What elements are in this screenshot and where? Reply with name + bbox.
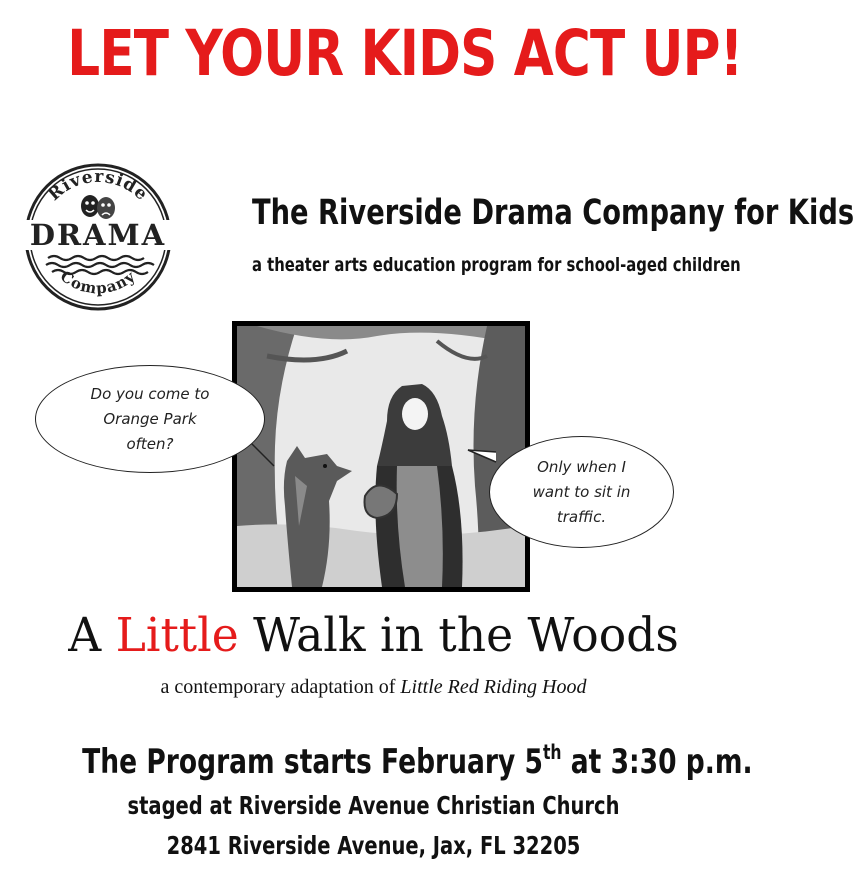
bubble-line: want to sit in [532,482,631,501]
starts-prefix: The Program starts February 5 [82,742,543,782]
organization-name: The Riverside Drama Company for Kids [251,193,854,233]
bubble-line: Do you come to [90,384,210,403]
adaptation-work: Little Red Riding Hood [400,676,587,698]
show-title-suffix: Walk in the Woods [238,608,679,663]
bubble-line: Only when I [537,457,626,476]
headline: LET YOUR KIDS ACT UP! [67,17,743,90]
show-title [11,608,736,663]
logo-middle-text: DRAMA [29,218,167,252]
speech-bubble-wolf [35,365,265,473]
speech-bubble-girl [489,436,674,548]
left-bubble-tail [248,440,278,470]
bubble-line: traffic. [556,507,607,526]
logo-top-text: Riverside [44,166,152,206]
starts-suffix: at 3:30 p.m. [561,742,753,782]
right-bubble-tail [466,448,498,468]
bubble-line: often? [126,434,174,453]
organization-tagline: a theater arts education program for school-aged children [251,254,741,276]
program-start [82,740,753,782]
adaptation-line [0,677,747,697]
venue-line: staged at Riverside Avenue Christian Church [127,791,620,820]
logo-bottom-text: Company [56,266,140,298]
starts-superscript: th [542,740,562,764]
show-title-highlight: Little [115,608,239,663]
adaptation-prefix: a contemporary adaptation of [160,676,401,698]
address-line: 2841 Riverside Avenue, Jax, FL 32205 [166,831,581,860]
bubble-line: Orange Park [103,409,197,428]
riverside-drama-logo [18,162,178,312]
show-title-prefix: A [68,608,116,663]
